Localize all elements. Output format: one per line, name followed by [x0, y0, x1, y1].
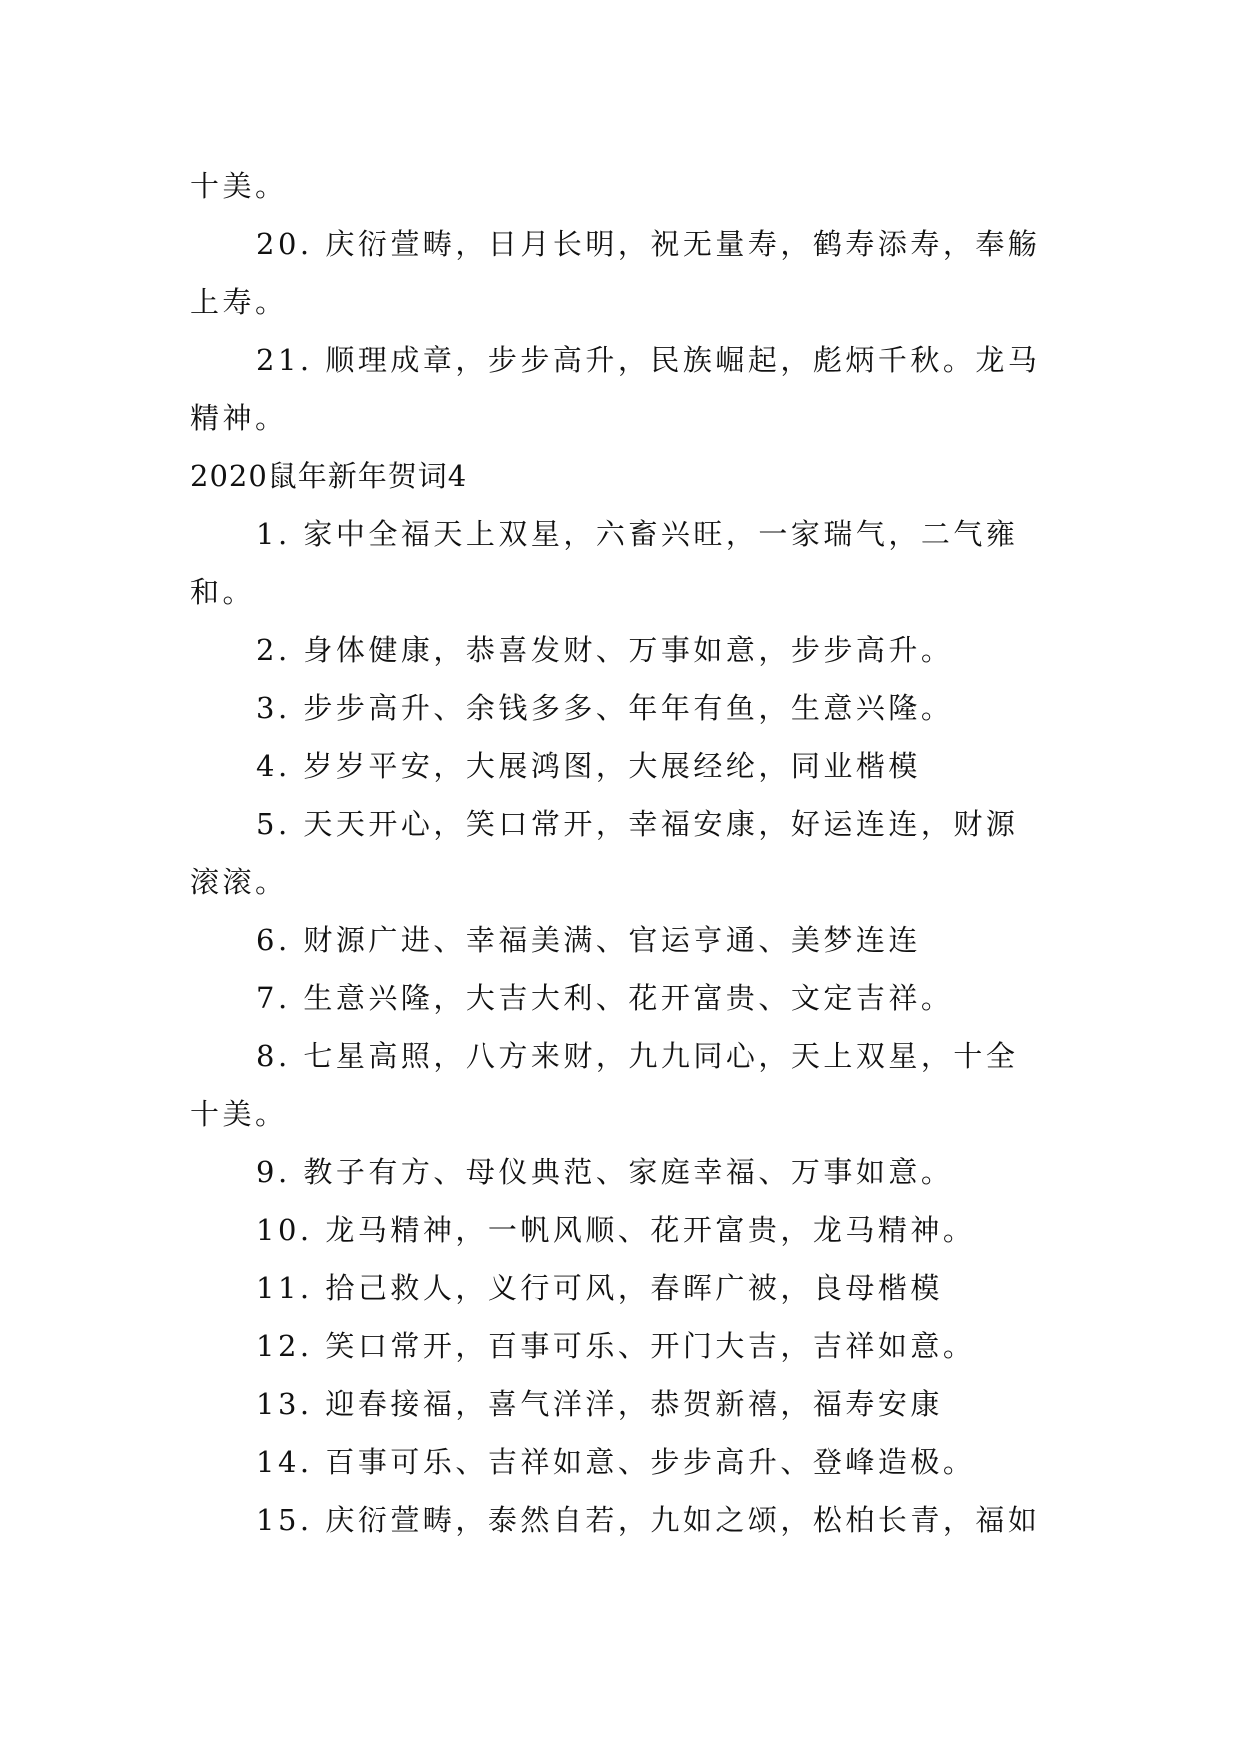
list-item: 3. 步步高升、余钱多多、年年有鱼，生意兴隆。 — [256, 691, 954, 725]
list-item: 2. 身体健康，恭喜发财、万事如意，步步高升。 — [256, 633, 954, 667]
list-item: 20. 庆衍萱畴，日月长明，祝无量寿，鹤寿添寿，奉觞上寿。 — [190, 227, 1041, 319]
list-item: 9. 教子有方、母仪典范、家庭幸福、万事如意。 — [256, 1155, 954, 1189]
list-item: 14. 百事可乐、吉祥如意、步步高升、登峰造极。 — [256, 1445, 976, 1479]
list-item: 1. 家中全福天上双星，六畜兴旺，一家瑞气，二气雍和。 — [190, 517, 1019, 609]
lead-fragment: 十美。 — [190, 169, 288, 203]
list-item: 6. 财源广进、幸福美满、官运亨通、美梦连连 — [256, 923, 921, 957]
list-item: 5. 天天开心，笑口常开，幸福安康，好运连连，财源滚滚。 — [190, 807, 1019, 899]
list-item: 15. 庆衍萱畴，泰然自若，九如之颂，松柏长青，福如 — [256, 1503, 1041, 1537]
list-item: 7. 生意兴隆，大吉大利、花开富贵、文定吉祥。 — [256, 981, 954, 1015]
section-heading: 2020鼠年新年贺词4 — [190, 459, 468, 493]
list-item: 8. 七星高照，八方来财，九九同心，天上双星，十全十美。 — [190, 1039, 1019, 1131]
list-item: 4. 岁岁平安，大展鸿图，大展经纶，同业楷模 — [256, 749, 921, 783]
list-item: 13. 迎春接福，喜气洋洋，恭贺新禧，福寿安康 — [256, 1387, 943, 1421]
list-item: 10. 龙马精神，一帆风顺、花开富贵，龙马精神。 — [256, 1213, 976, 1247]
list-item: 12. 笑口常开，百事可乐、开门大吉，吉祥如意。 — [256, 1329, 976, 1363]
list-item: 11. 拾己救人，义行可风，春晖广被，良母楷模 — [256, 1271, 943, 1305]
list-item: 21. 顺理成章，步步高升，民族崛起，彪炳千秋。龙马精神。 — [190, 343, 1041, 435]
document-body — [190, 157, 1050, 1549]
